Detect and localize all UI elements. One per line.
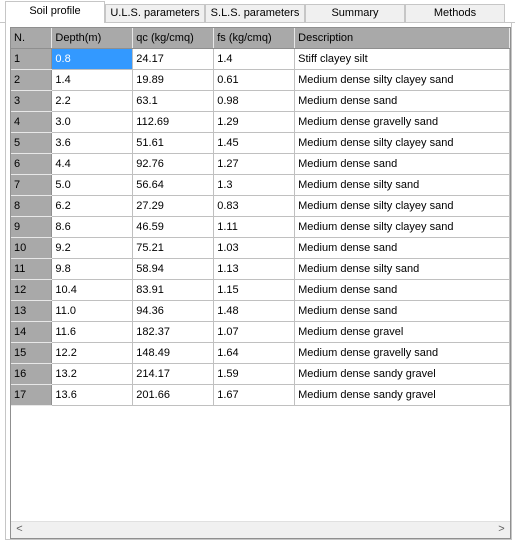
depth-cell[interactable]: 2.2 [52,91,133,112]
tab-sls-parameters[interactable]: S.L.S. parameters [205,4,305,22]
tab-summary[interactable]: Summary [305,4,405,22]
fs-cell[interactable]: 1.64 [214,343,295,364]
depth-cell[interactable]: 9.8 [52,259,133,280]
depth-cell[interactable]: 13.2 [52,364,133,385]
depth-cell[interactable]: 8.6 [52,217,133,238]
fs-cell[interactable]: 1.45 [214,133,295,154]
row-number-cell[interactable]: 10 [11,238,52,259]
depth-cell[interactable]: 12.2 [52,343,133,364]
fs-cell[interactable]: 1.15 [214,280,295,301]
qc-cell[interactable]: 201.66 [133,385,214,406]
depth-cell[interactable]: 3.6 [52,133,133,154]
depth-cell[interactable]: 11.6 [52,322,133,343]
header-row [11,28,510,49]
table-row[interactable] [11,385,510,406]
fs-cell[interactable]: 1.29 [214,112,295,133]
fs-cell[interactable]: 0.98 [214,91,295,112]
table-row[interactable] [11,217,510,238]
fs-cell[interactable]: 1.03 [214,238,295,259]
qc-cell[interactable]: 75.21 [133,238,214,259]
fs-cell[interactable]: 1.13 [214,259,295,280]
data-table [11,28,510,406]
description-cell[interactable]: Medium dense silty clayey sand [295,196,510,217]
tab-soil-profile[interactable]: Soil profile [5,1,105,23]
row-number-cell[interactable]: 14 [11,322,52,343]
description-cell[interactable]: Medium dense silty clayey sand [295,133,510,154]
table-row[interactable] [11,301,510,322]
tab-uls-parameters[interactable]: U.L.S. parameters [105,4,205,22]
qc-cell[interactable]: 51.61 [133,133,214,154]
description-cell[interactable]: Medium dense silty clayey sand [295,217,510,238]
table-row[interactable] [11,49,510,70]
scroll-right-arrow-icon[interactable]: > [498,523,505,535]
row-number-cell[interactable]: 16 [11,364,52,385]
row-number-cell[interactable]: 15 [11,343,52,364]
depth-cell[interactable]: 0.8 [52,49,133,70]
qc-cell[interactable]: 63.1 [133,91,214,112]
row-number-cell[interactable]: 5 [11,133,52,154]
depth-cell[interactable]: 9.2 [52,238,133,259]
qc-cell[interactable]: 94.36 [133,301,214,322]
fs-cell[interactable]: 1.67 [214,385,295,406]
description-cell[interactable]: Medium dense sandy gravel [295,385,510,406]
fs-cell[interactable]: 1.07 [214,322,295,343]
fs-cell[interactable]: 0.61 [214,70,295,91]
depth-cell[interactable]: 6.2 [52,196,133,217]
fs-cell[interactable]: 0.83 [214,196,295,217]
fs-cell[interactable]: 1.27 [214,154,295,175]
column-header-fs[interactable]: fs (kg/cmq) [214,28,295,49]
description-cell[interactable]: Medium dense gravel [295,322,510,343]
table-row[interactable] [11,70,510,91]
row-number-cell[interactable]: 6 [11,154,52,175]
tab-bar [0,0,515,24]
description-cell[interactable]: Medium dense gravelly sand [295,112,510,133]
table-row[interactable] [11,91,510,112]
table-row[interactable] [11,259,510,280]
description-cell[interactable]: Medium dense sand [295,280,510,301]
horizontal-scrollbar[interactable] [11,521,510,538]
column-header-depth[interactable]: Depth(m) [52,28,133,49]
qc-cell[interactable]: 148.49 [133,343,214,364]
fs-cell[interactable]: 1.3 [214,175,295,196]
table-row[interactable] [11,322,510,343]
table-row[interactable] [11,280,510,301]
table-row[interactable] [11,238,510,259]
description-cell[interactable]: Medium dense sand [295,301,510,322]
depth-cell[interactable]: 4.4 [52,154,133,175]
qc-cell[interactable]: 27.29 [133,196,214,217]
depth-cell[interactable]: 13.6 [52,385,133,406]
fs-cell[interactable]: 1.59 [214,364,295,385]
qc-cell[interactable]: 19.89 [133,70,214,91]
description-cell[interactable]: Medium dense gravelly sand [295,343,510,364]
qc-cell[interactable]: 112.69 [133,112,214,133]
column-header-n[interactable]: N. [11,28,52,49]
row-number-cell[interactable]: 8 [11,196,52,217]
tab-methods[interactable]: Methods [405,4,505,22]
row-number-cell[interactable]: 3 [11,91,52,112]
row-number-cell[interactable]: 4 [11,112,52,133]
table-row[interactable] [11,154,510,175]
depth-cell[interactable]: 11.0 [52,301,133,322]
qc-cell[interactable]: 46.59 [133,217,214,238]
fs-cell[interactable]: 1.48 [214,301,295,322]
table-row[interactable] [11,364,510,385]
scroll-left-arrow-icon[interactable]: < [16,523,23,535]
description-cell[interactable]: Medium dense sandy gravel [295,364,510,385]
qc-cell[interactable]: 83.91 [133,280,214,301]
qc-cell[interactable]: 92.76 [133,154,214,175]
row-number-cell[interactable]: 2 [11,70,52,91]
depth-cell[interactable]: 1.4 [52,70,133,91]
table-row[interactable] [11,196,510,217]
description-cell[interactable]: Medium dense silty clayey sand [295,70,510,91]
table-row[interactable] [11,175,510,196]
depth-cell[interactable]: 3.0 [52,112,133,133]
qc-cell[interactable]: 182.37 [133,322,214,343]
description-cell[interactable]: Stiff clayey silt [295,49,510,70]
soil-profile-grid[interactable] [10,27,511,539]
qc-cell[interactable]: 56.64 [133,175,214,196]
depth-cell[interactable]: 10.4 [52,280,133,301]
row-number-cell[interactable]: 12 [11,280,52,301]
description-cell[interactable]: Medium dense silty sand [295,259,510,280]
depth-cell[interactable]: 5.0 [52,175,133,196]
fs-cell[interactable]: 1.4 [214,49,295,70]
table-row[interactable] [11,343,510,364]
row-number-cell[interactable]: 17 [11,385,52,406]
column-header-qc[interactable]: qc (kg/cmq) [133,28,214,49]
table-row[interactable] [11,112,510,133]
row-number-cell[interactable]: 7 [11,175,52,196]
table-body [11,49,510,406]
description-cell[interactable]: Medium dense sand [295,91,510,112]
row-number-cell[interactable]: 13 [11,301,52,322]
description-cell[interactable]: Medium dense sand [295,238,510,259]
row-number-cell[interactable]: 11 [11,259,52,280]
description-cell[interactable]: Medium dense silty sand [295,175,510,196]
description-cell[interactable]: Medium dense sand [295,154,510,175]
qc-cell[interactable]: 58.94 [133,259,214,280]
row-number-cell[interactable]: 9 [11,217,52,238]
table-row[interactable] [11,133,510,154]
qc-cell[interactable]: 214.17 [133,364,214,385]
row-number-cell[interactable]: 1 [11,49,52,70]
qc-cell[interactable]: 24.17 [133,49,214,70]
soil-profile-panel [5,23,512,540]
column-header-description[interactable]: Description [295,28,510,49]
fs-cell[interactable]: 1.11 [214,217,295,238]
